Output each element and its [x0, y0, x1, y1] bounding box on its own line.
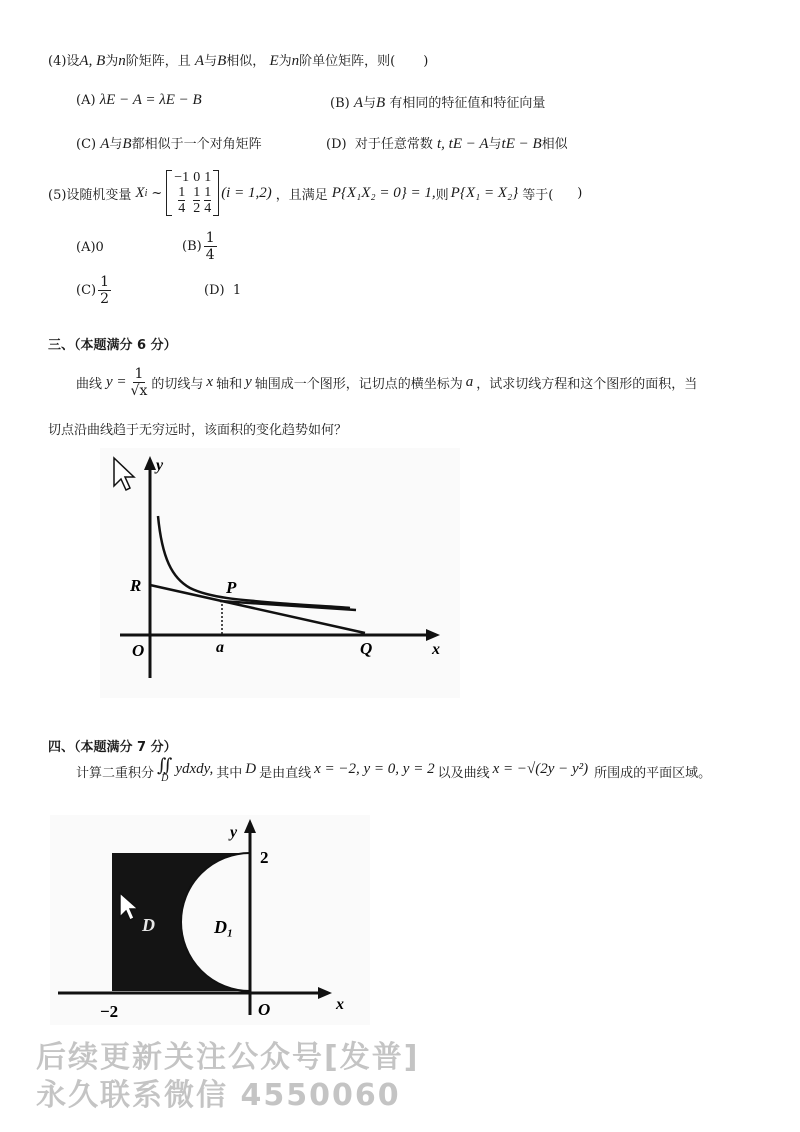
- fig1-label-y: y: [156, 457, 164, 474]
- q4-stem: (4)设A, B为n阶矩阵，且 A与B相似， E为n阶单位矩阵，则( ): [48, 53, 429, 69]
- fig2-label-D1: D₁: [214, 917, 234, 937]
- q5-option-c: (C) $\frac{1}{2}$: [76, 274, 110, 307]
- q4-option-d: (D) 对于任意常数 t, tE − A与tE − B相似: [326, 136, 568, 152]
- matrix-cell: −1: [174, 170, 190, 185]
- q5-option-d: (D) 1: [204, 283, 242, 298]
- fig2-label-O: O: [258, 1000, 271, 1019]
- q4-option-b: (B) A与B 有相同的特征值和特征向量: [330, 95, 546, 111]
- section-3-line2: 切点沿曲线趋于无穷远时，该面积的变化趋势如何？: [48, 423, 348, 438]
- fig2-label-y: y: [230, 824, 238, 841]
- q4-option-a: (A) λE − A = λE − B: [76, 92, 202, 108]
- fig1-label-a: a: [216, 639, 224, 656]
- matrix-cell: 1: [204, 170, 212, 185]
- section-3-heading: 三、（本题满分 6 分）: [48, 338, 177, 353]
- region-figure: [50, 815, 370, 1025]
- fig1-label-Q: Q: [360, 639, 373, 658]
- fig2-label-x: x: [336, 996, 344, 1013]
- section-3-line1: 曲线 y = $\frac{1}{√x}$ 的切线与 x 轴和 y 轴围成一个图形，记切点的横坐标为 a ，试求切线方程和这个图形的面积，当: [76, 366, 698, 399]
- distribution-matrix: −1 0 1 $\frac{1}{4}$ $\frac{1}{2}$ $\frac{1}{4}$: [166, 170, 219, 216]
- fig2-label-D: D: [142, 915, 155, 935]
- section-4-line: 计算二重积分 ∬ D ydxdy, 其中 D 是由直线 x = −2, y = 0, y = 2 以及曲线 x = −√(2y − y²) 所围成的平面区域。: [76, 755, 712, 784]
- q4-option-c: (C) A与B都相似于一个对角矩阵: [76, 136, 262, 152]
- q5-option-a: (A)0: [76, 240, 104, 255]
- fig2-label-minus2: −2: [100, 1002, 119, 1021]
- fig1-label-x: x: [432, 641, 440, 658]
- watermark-line-2: 永久联系微信 4550060: [36, 1078, 401, 1113]
- q5-stem: (5)设随机变量 X i ~ −1 0 1 $\frac{1}{4}$ $\frac{1}{2}$ $\frac{1}{4}$ (i = 1,2) ，且满足 P{X₁X₂ = 0} = 1, 则 P{X₁ = X₂} 等于( ): [48, 170, 583, 216]
- watermark-line-1: 后续更新关注公众号[发普]: [36, 1040, 420, 1075]
- fig2-label-2: 2: [260, 848, 269, 867]
- fig1-label-O: O: [132, 641, 145, 660]
- q5-option-b: (B) $\frac{1}{4}$: [182, 230, 215, 263]
- matrix-cell: 0: [193, 170, 201, 185]
- fig1-label-R: R: [130, 576, 142, 595]
- tangent-figure: [100, 448, 460, 698]
- section-4-heading: 四、（本题满分 7 分）: [48, 740, 177, 755]
- fig1-label-P: P: [226, 578, 237, 597]
